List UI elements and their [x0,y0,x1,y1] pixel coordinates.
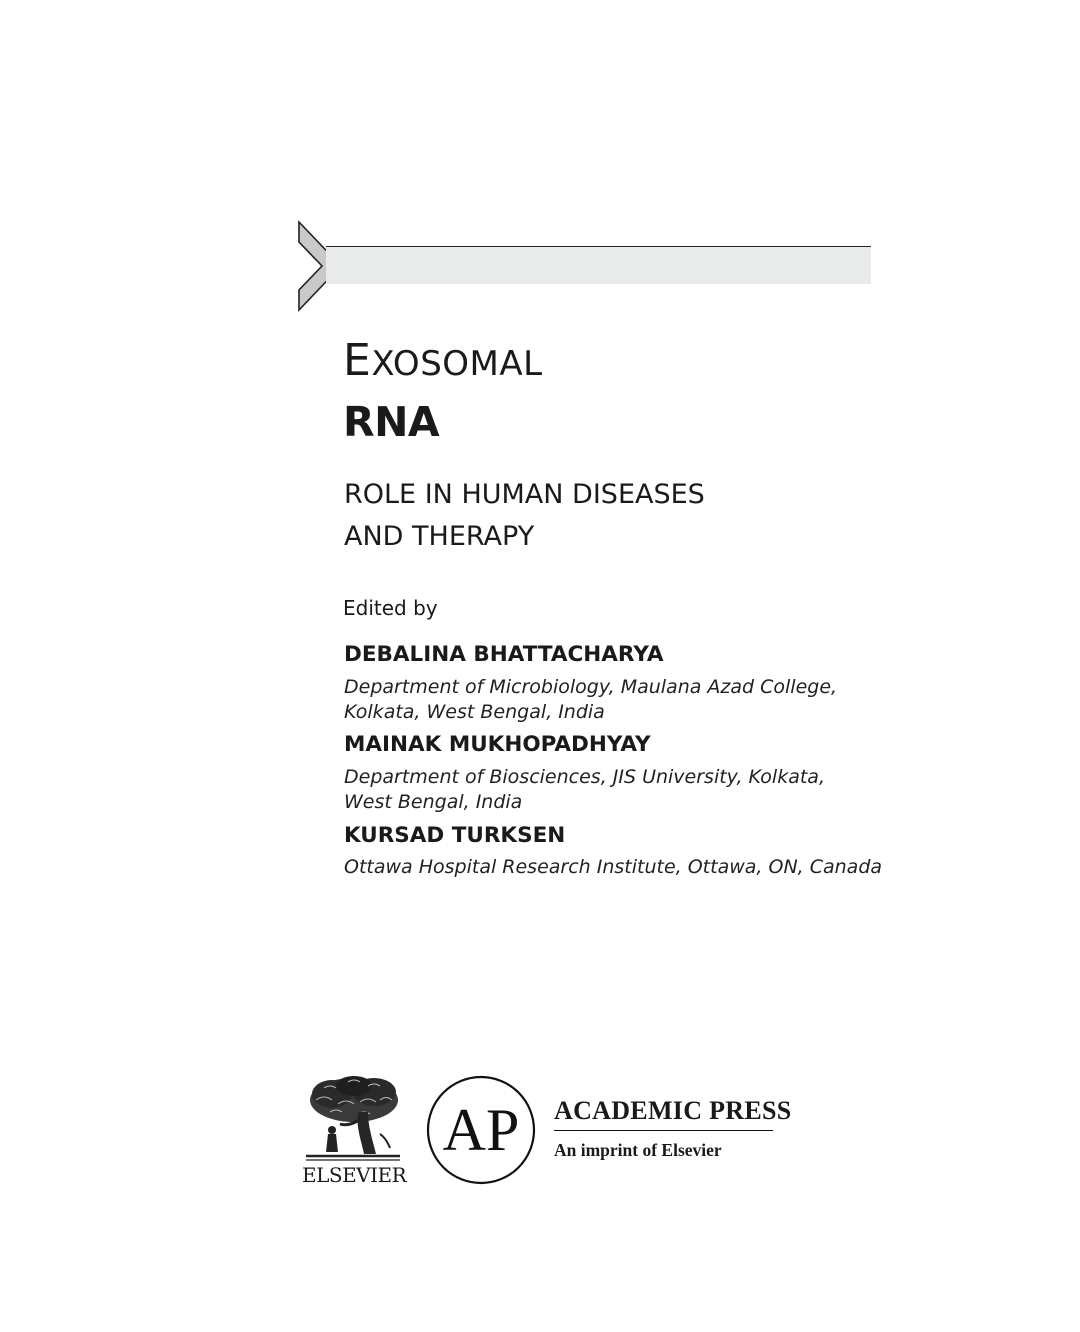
title-small-caps: XOSOMAL [371,344,543,384]
editor-affiliation: Department of Microbiology, Maulana Azad College, [344,676,838,698]
editor-name: KURSAD TURKSEN [344,823,566,848]
edited-by-label: Edited by [343,596,438,620]
book-subtitle-line-1: ROLE IN HUMAN DISEASES [344,479,705,510]
book-title-line-1 [343,336,543,389]
editor-affiliation: West Bengal, India [344,791,523,813]
ap-monogram: AP [442,1097,520,1163]
editor-affiliation: Department of Biosciences, JIS University, Kolkata, [344,766,825,788]
press-imprint: An imprint of Elsevier [554,1140,722,1160]
book-title-line-2: RNA [343,398,440,446]
book-subtitle-line-2: AND THERAPY [344,521,535,552]
title-initial: E [343,335,372,386]
elsevier-tree-logo [302,1074,404,1162]
editor-affiliation: Ottawa Hospital Research Institute, Ottawa, ON, Canada [344,856,883,878]
academic-press-logo [425,1074,537,1186]
press-name: ACADEMIC PRESS [554,1096,792,1125]
header-band [326,246,871,284]
elsevier-wordmark: ELSEVIER [302,1163,407,1187]
editor-name: MAINAK MUKHOPADHYAY [344,732,651,757]
editor-affiliation: Kolkata, West Bengal, India [344,701,605,723]
editor-name: DEBALINA BHATTACHARYA [344,642,664,667]
press-divider [554,1130,773,1131]
